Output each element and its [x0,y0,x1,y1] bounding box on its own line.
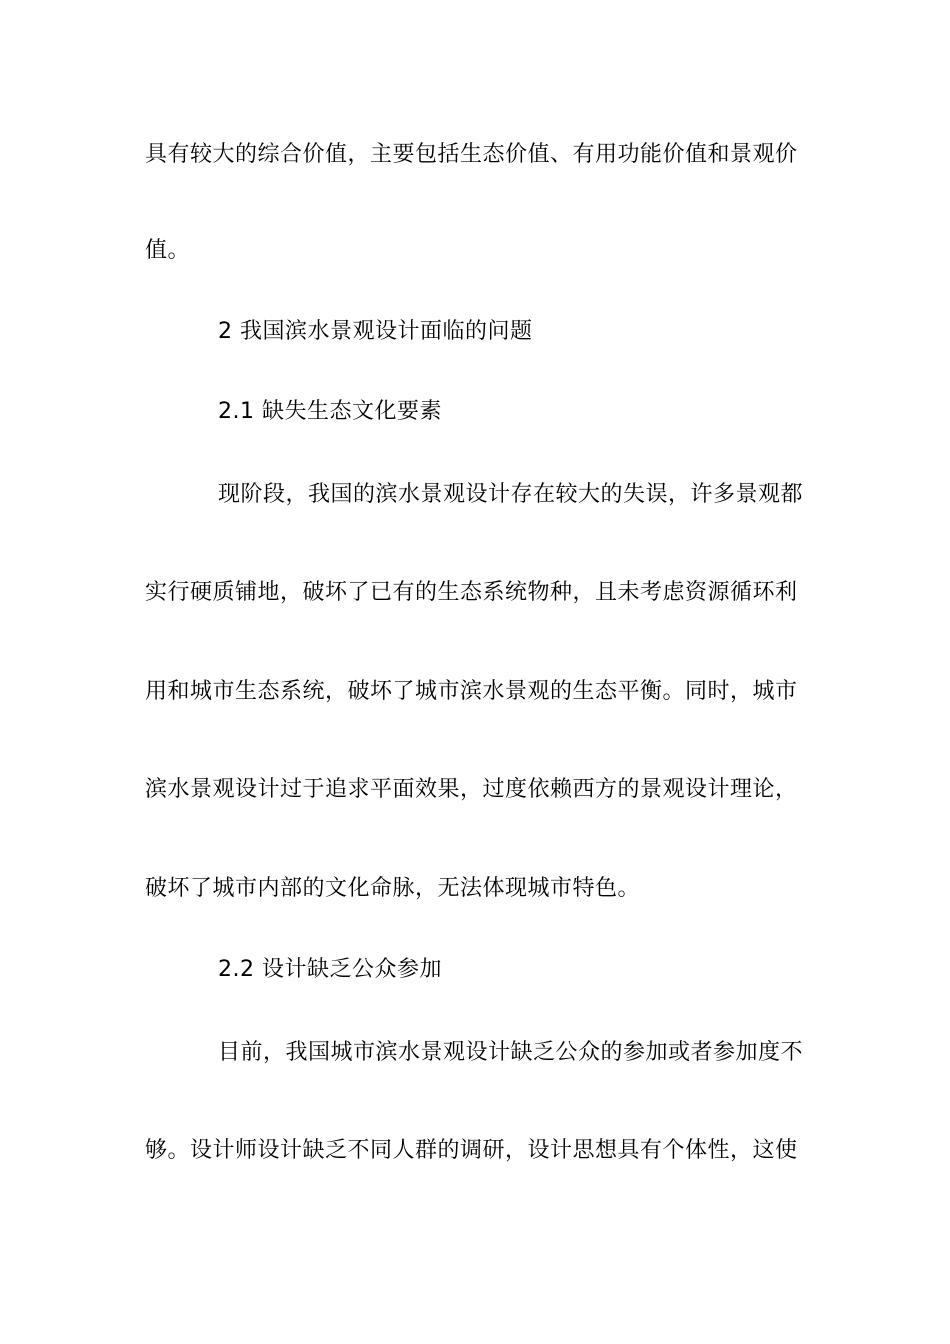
paragraph-line: 值。 [145,238,191,263]
subsection-heading: 2.2 设计缺乏公众参加 [218,957,442,982]
paragraph-line: 破坏了城市内部的文化命脉，无法体现城市特色。 [145,876,641,901]
paragraph-line: 现阶段，我国的滨水景观设计存在较大的失误，许多景观都 [218,482,804,507]
paragraph-line: 实行硬质铺地，破坏了已有的生态系统物种，且未考虑资源循环利 [145,580,798,605]
section-heading: 2 我国滨水景观设计面临的问题 [218,319,533,344]
paragraph-line: 够。设计师设计缺乏不同人群的调研，设计思想具有个体性，这使 [145,1138,798,1163]
paragraph-line: 滨水景观设计过于追求平面效果，过度依赖西方的景观设计理论， [145,777,798,802]
paragraph-line: 具有较大的综合价值，主要包括生态价值、有用功能价值和景观价 [145,142,798,167]
subsection-heading: 2.1 缺失生态文化要素 [218,399,442,424]
paragraph-line: 目前，我国城市滨水景观设计缺乏公众的参加或者参加度不 [218,1040,804,1065]
paragraph-line: 用和城市生态系统，破坏了城市滨水景观的生态平衡。同时，城市 [145,679,798,704]
